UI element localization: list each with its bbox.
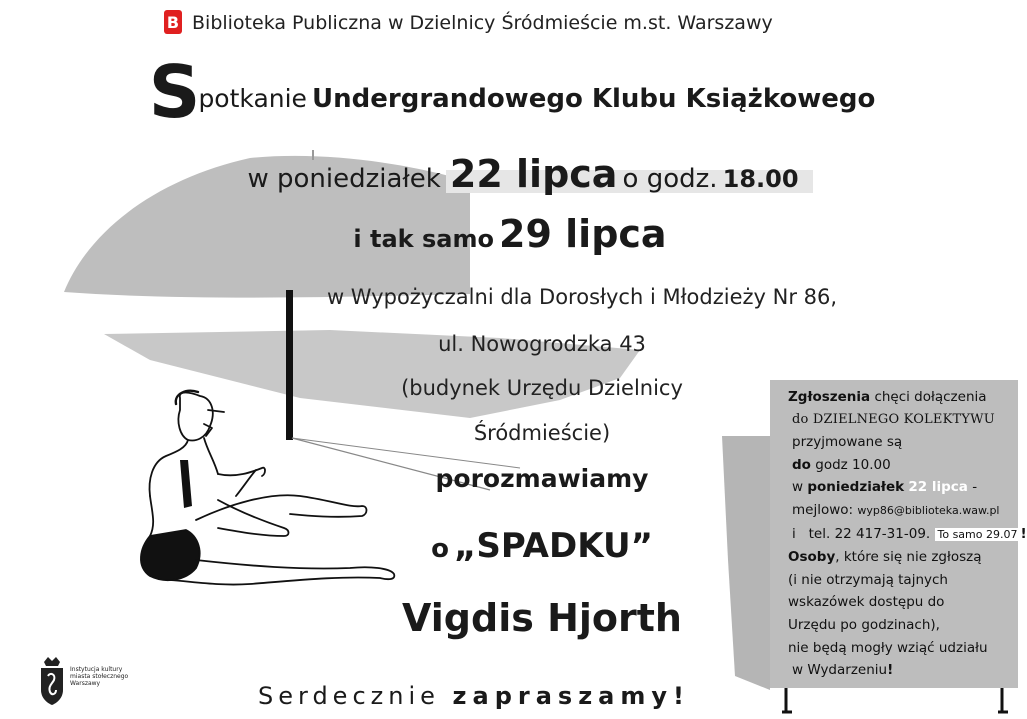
info-date: 22 lipca: [908, 479, 968, 496]
also-prefix: i tak samo: [353, 225, 494, 253]
book-author: Vigdis Hjorth: [402, 596, 682, 640]
info-line-1-text: chęci dołączenia: [874, 389, 987, 405]
caption-line-2: miasta stołecznego: [70, 673, 129, 680]
date-second: 29 lipca: [499, 212, 667, 256]
info-email[interactable]: wyp86@biblioteka.waw.pl: [857, 503, 1000, 517]
venue-line-2: ul. Nowogrodzka 43: [438, 332, 646, 356]
book-o: o: [431, 534, 449, 564]
event-time: 18.00: [722, 165, 799, 193]
info-deadline: godz 10.00: [815, 456, 891, 473]
registration-info-box: [770, 380, 1027, 688]
second-date-line: [200, 212, 820, 256]
info-line-5: [788, 476, 1018, 499]
info-line-13-text: w Wydarzeniu: [792, 662, 888, 679]
info-line-1: [788, 386, 1018, 409]
title-rest: potkanie: [198, 84, 307, 113]
info-line-12: nie będą mogły wziąć udziału: [788, 639, 988, 656]
library-logo-icon: [164, 10, 184, 34]
info-applications: Zgłoszenia: [788, 389, 871, 405]
info-line-2: do DZIELNEGO KOLEKTYWU: [792, 411, 995, 427]
closing-bold: zapraszamy!: [452, 682, 690, 710]
info-line-3: przyjmowane są: [792, 434, 903, 451]
date-highlight: [446, 152, 813, 196]
info-line-13: [788, 659, 1018, 682]
title-drop-letter: S: [148, 50, 199, 134]
info-line-9: (i nie otrzymają tajnych: [788, 571, 948, 588]
book-title: „SPADKU”: [454, 526, 653, 566]
info-deadline-bold: do: [792, 456, 811, 473]
info-line-7-prefix: i: [792, 525, 796, 542]
box-legs: [782, 688, 1008, 712]
caption-line-3: Warszawy: [70, 680, 101, 687]
venue-line-4: Śródmieście): [473, 421, 611, 445]
date-line: [180, 152, 880, 196]
info-line-8: [788, 546, 1018, 569]
info-line-5-prefix: w: [792, 479, 804, 496]
info-email-label: mejlowo:: [792, 501, 854, 518]
title-club-name: Undergrandowego Klubu Książkowego: [312, 84, 876, 114]
time-prefix: o godz.: [622, 164, 718, 194]
info-line-11: Urzędu po godzinach),: [788, 616, 940, 633]
info-weekday: poniedziałek: [807, 479, 905, 496]
caption-line-1: Instytucja kultury: [70, 666, 123, 673]
city-institution-logo: [38, 656, 134, 706]
info-persons: Osoby: [788, 549, 836, 566]
info-line-5-suffix: -: [972, 479, 978, 496]
closing-plain: Serdecznie: [258, 682, 440, 710]
venue-line-1: w Wypożyczalni dla Dorosłych i Młodzieży Nr 86,: [326, 285, 838, 309]
date-prefix: w poniedziałek: [247, 164, 441, 194]
book-line: [272, 526, 812, 566]
info-line-10: wskazówek dostępu do: [788, 594, 945, 611]
warsaw-crest-icon: [38, 656, 66, 706]
closing-line: [258, 682, 690, 710]
discussion-lead: porozmawiamy: [435, 464, 649, 493]
event-title: [0, 50, 1024, 134]
organization-name: Biblioteka Publiczna w Dzielnicy Śródmieście m.st. Warszawy: [192, 12, 773, 34]
info-same-note: To samo 29.07: [935, 528, 1021, 541]
info-line-8-text: , które się nie zgłoszą: [835, 549, 982, 566]
institution-caption: [70, 666, 128, 687]
info-phone: tel. 22 417-31-09.: [808, 525, 931, 542]
venue-line-3: (budynek Urzędu Dzielnicy: [401, 376, 683, 400]
info-line-6: [788, 499, 1018, 523]
info-line-7: [788, 523, 1027, 547]
date-first: 22 lipca: [449, 152, 618, 196]
umbrella-pole: [286, 290, 293, 440]
info-line-13-excl: !: [887, 662, 894, 679]
info-line-4: [788, 454, 1018, 477]
svg-text:B: B: [166, 13, 180, 32]
info-line-7-excl: !: [1020, 525, 1027, 542]
